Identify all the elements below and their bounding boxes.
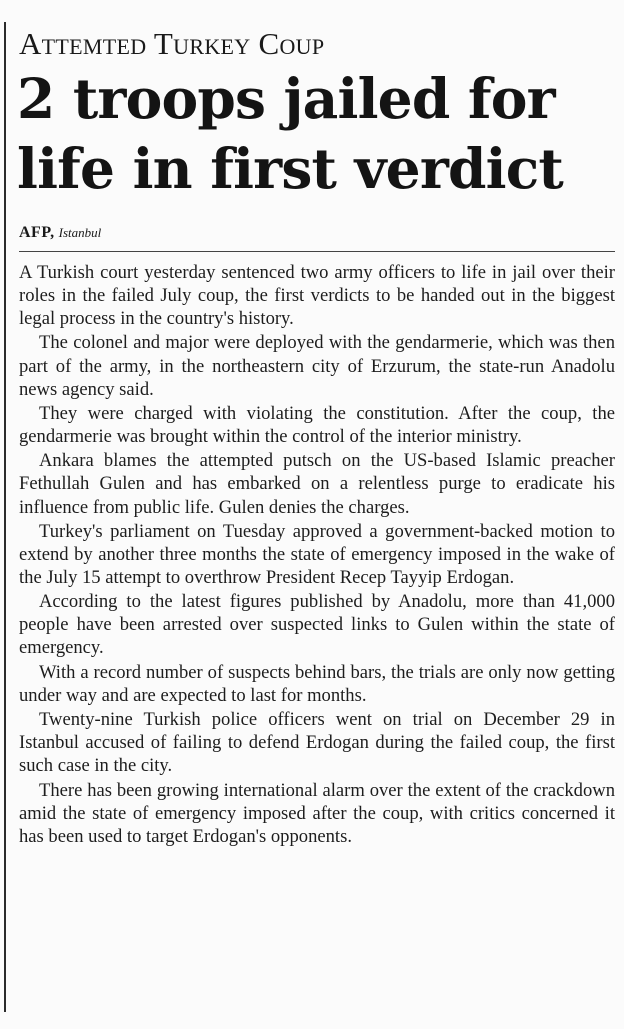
paragraph: There has been growing international alarm over the extent of the crackdown amid the state of emergency imposed after the coup, with critics concerned it has been used to target Erdogan's opponents. [19, 779, 615, 847]
paragraph: They were charged with violating the constitution. After the coup, the gendarmerie was brought within the control of the interior ministry. [19, 402, 615, 448]
kicker: Attemted Turkey Coup [19, 26, 325, 61]
paragraph: A Turkish court yesterday sentenced two army officers to life in jail over their roles in the failed July coup, the first verdicts to be handed out in the biggest legal process in the country's history. [19, 262, 615, 330]
headline-line-2: life in first verdict [17, 136, 564, 201]
paragraph: The colonel and major were deployed with the gendarmerie, which was then part of the army, in the northeastern city of Erzurum, the state-run Anadolu news agency said. [19, 332, 615, 400]
byline [19, 224, 101, 242]
column-rule [4, 22, 6, 1012]
byline-agency: AFP, [19, 224, 55, 241]
headline [17, 64, 617, 204]
paragraph: Ankara blames the attempted putsch on the US-based Islamic preacher Fethullah Gulen and has embarked on a relentless purge to eradicate his influence from public life. Gulen denies the charges. [19, 450, 615, 518]
paragraph: Twenty-nine Turkish police officers went on trial on December 29 in Istanbul accused of failing to defend Erdogan during the failed coup, the first such case in the city. [19, 709, 615, 777]
article-body [19, 261, 615, 849]
byline-divider [19, 251, 615, 252]
paragraph: With a record number of suspects behind bars, the trials are only now getting under way and are expected to last for months. [19, 661, 615, 706]
byline-place: Istanbul [58, 225, 102, 240]
headline-line-1: 2 troops jailed for [17, 66, 555, 131]
paragraph: Turkey's parliament on Tuesday approved a government-backed motion to extend by another three months the state of emergency imposed in the wake of the July 15 attempt to overthrow President Recep Tayyip Erdogan. [19, 520, 615, 588]
paragraph: According to the latest figures published by Anadolu, more than 41,000 people have been arrested over suspected links to Gulen within the state of emergency. [19, 591, 615, 659]
